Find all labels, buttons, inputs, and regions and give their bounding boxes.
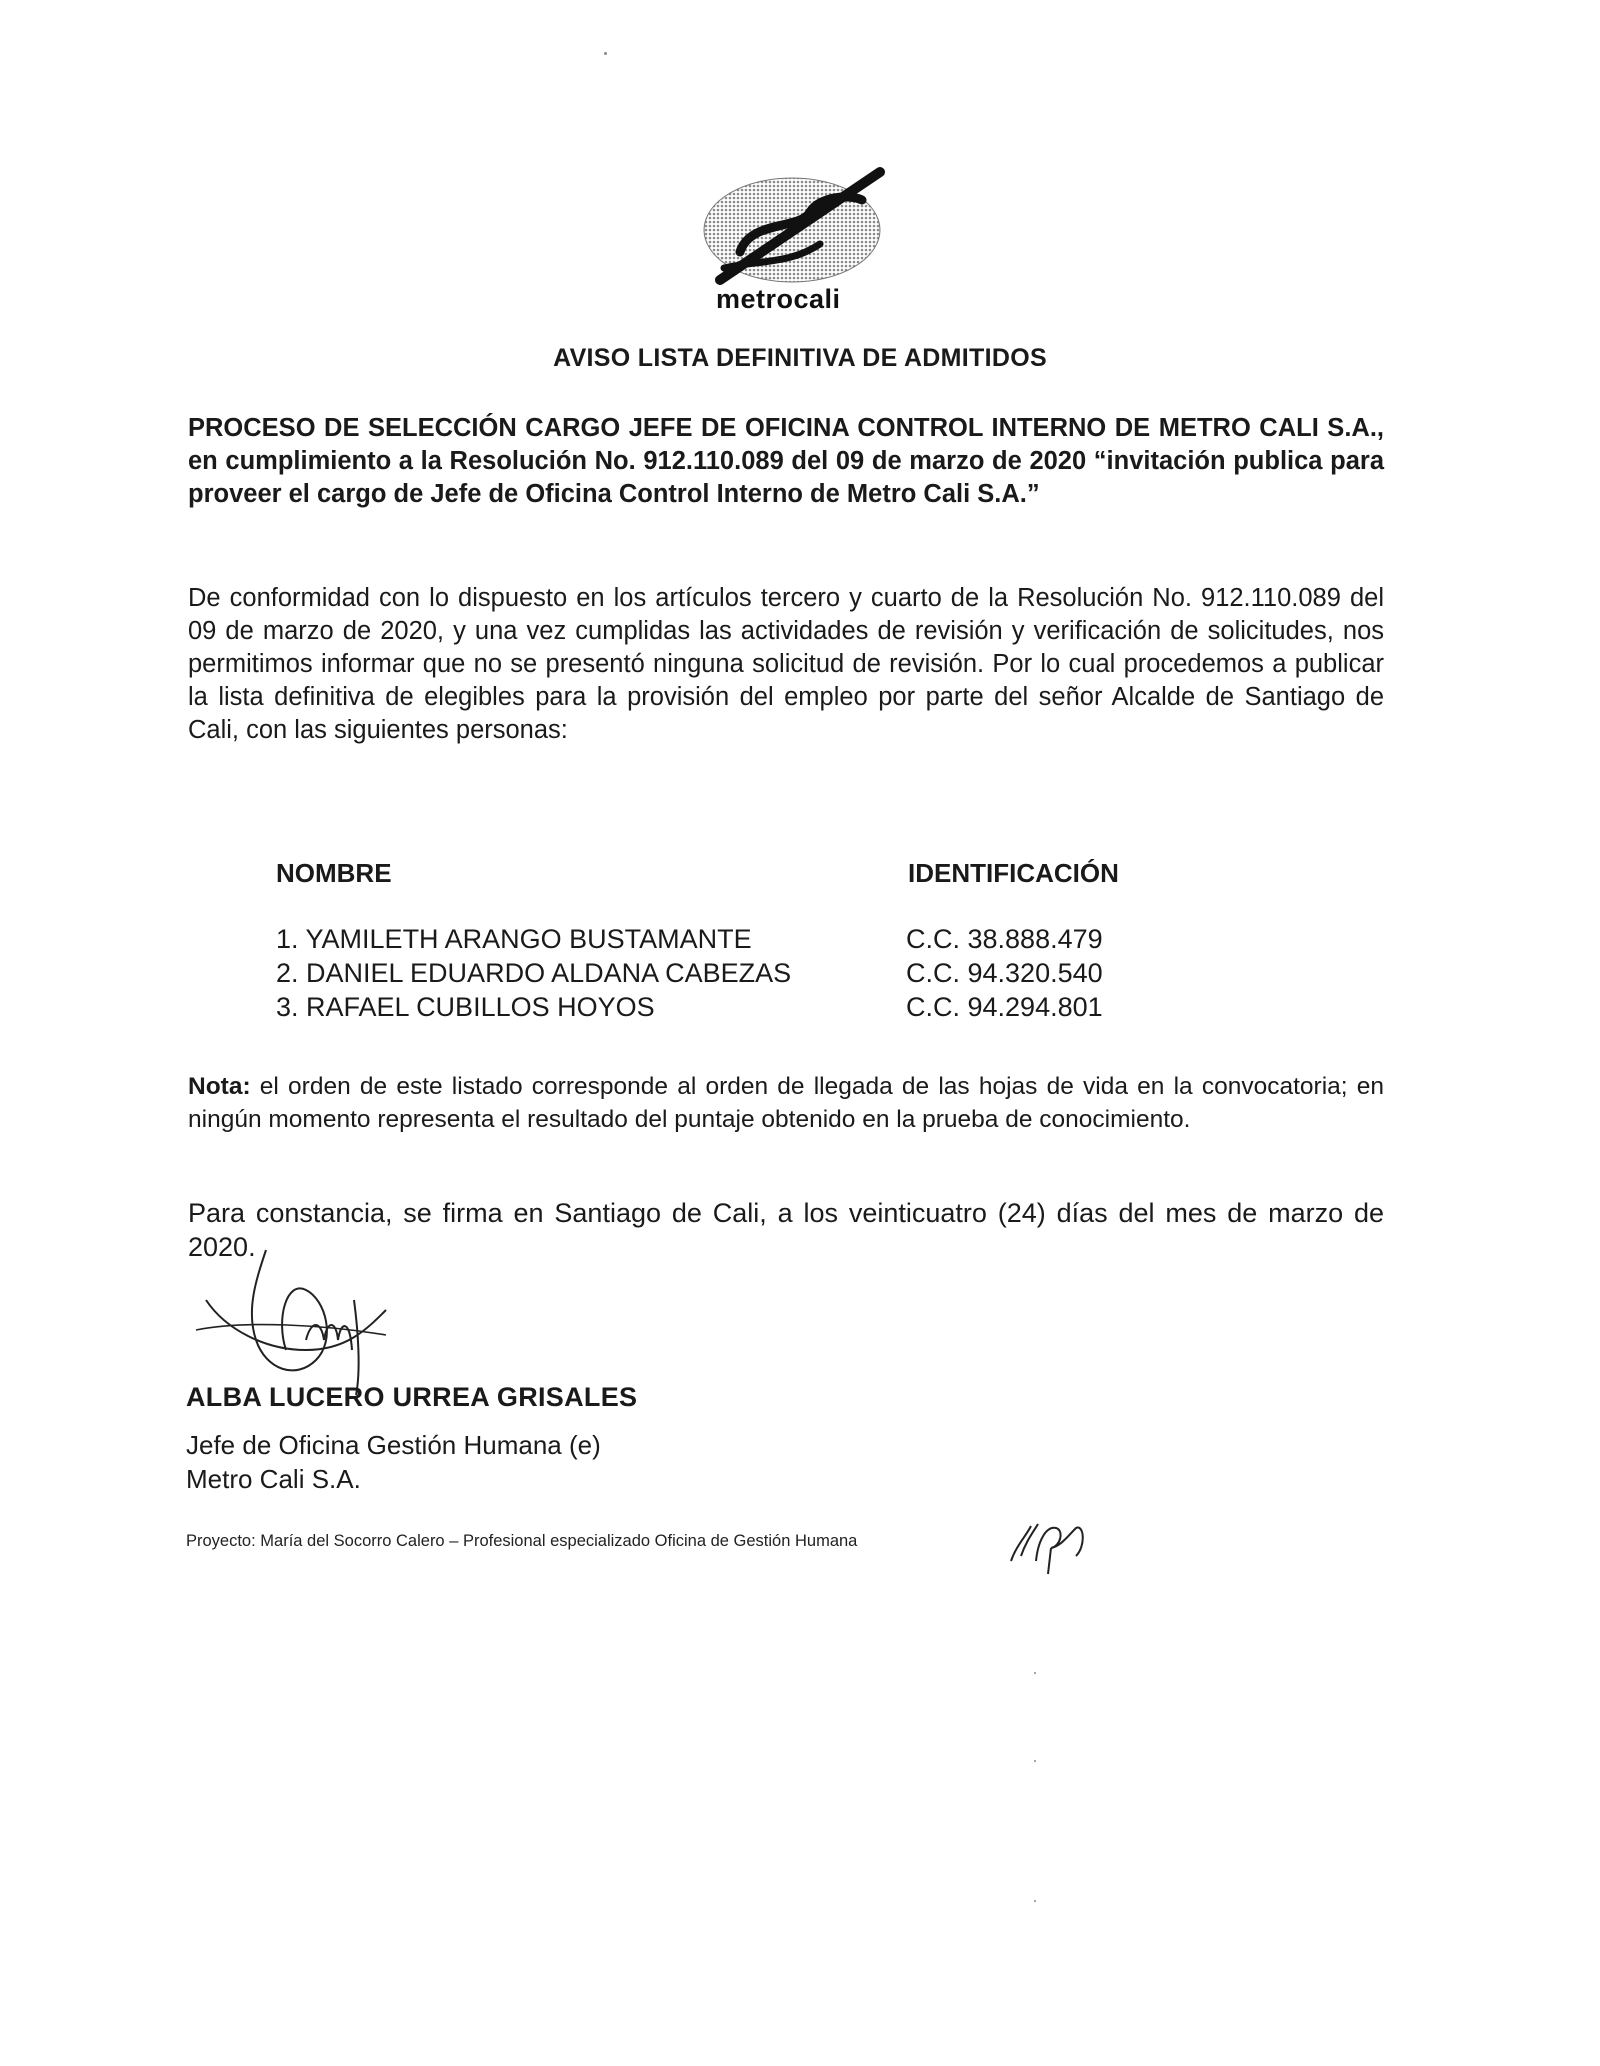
handwritten-initials	[1006, 1516, 1096, 1576]
signer-company: Metro Cali S.A.	[186, 1464, 361, 1494]
note-label: Nota:	[188, 1073, 251, 1100]
closing-paragraph: Para constancia, se firma en Santiago de Cali, a los veinticuatro (24) días del mes de marzo de 2020.	[188, 1198, 1384, 1262]
candidate-id: C.C. 94.320.540	[906, 958, 1103, 988]
scan-speck	[1034, 1760, 1036, 1762]
note-text: el orden de este listado corresponde al orden de llegada de las hojas de vida en la convocatoria; en ningún momento representa el resultado del puntaje obtenido en la prueba de conocimiento.	[188, 1073, 1384, 1133]
page-title: AVISO LISTA DEFINITIVA DE ADMITIDOS	[553, 344, 1047, 372]
header-name: NOMBRE	[276, 858, 392, 888]
signer-name: ALBA LUCERO URREA GRISALES	[186, 1382, 638, 1412]
list-item	[276, 992, 1176, 1026]
signer-role: Jefe de Oficina Gestión Humana (e)	[186, 1430, 601, 1460]
candidate-name: 1. YAMILETH ARANGO BUSTAMANTE	[276, 924, 752, 954]
metrocali-logo-icon	[680, 160, 900, 300]
handwritten-signature	[186, 1240, 426, 1400]
intro-paragraph: PROCESO DE SELECCIÓN CARGO JEFE DE OFICINA CONTROL INTERNO DE METRO CALI S.A., en cumplimiento a la Resolución No. 912.110.089 del 09 de marzo de 2020 “invitación publica para proveer el cargo de Jefe de Oficina Control Interno de Metro Cali S.A.”	[188, 414, 1384, 508]
company-logo	[680, 160, 900, 320]
candidate-id: C.C. 94.294.801	[906, 992, 1103, 1022]
note-paragraph	[188, 1070, 1384, 1136]
candidate-id: C.C. 38.888.479	[906, 924, 1103, 954]
logo-wordmark: metrocali	[716, 284, 841, 314]
list-item	[276, 924, 1176, 958]
body-paragraph: De conformidad con lo dispuesto en los artículos tercero y cuarto de la Resolución No. 912.110.089 del 09 de marzo de 2020, y una vez cumplidas las actividades de revisión y verificación de solicitudes, nos permitimos informar que no se presentó ninguna solicitud de revisión. Por lo cual procedemos a publicar la lista definitiva de elegibles para la provisión del empleo por parte del señor Alcalde de Santiago de Cali, con las siguientes personas:	[188, 584, 1384, 744]
footer-project-note: Proyecto: María del Socorro Calero – Profesional especializado Oficina de Gestión Humana	[186, 1532, 858, 1550]
scan-speck	[1034, 1900, 1036, 1902]
list-item	[276, 958, 1176, 992]
candidate-name: 2. DANIEL EDUARDO ALDANA CABEZAS	[276, 958, 792, 988]
candidate-name: 3. RAFAEL CUBILLOS HOYOS	[276, 992, 655, 1022]
scan-speck	[604, 52, 607, 55]
header-identification: IDENTIFICACIÓN	[908, 858, 1119, 888]
scan-speck	[1034, 1672, 1036, 1674]
